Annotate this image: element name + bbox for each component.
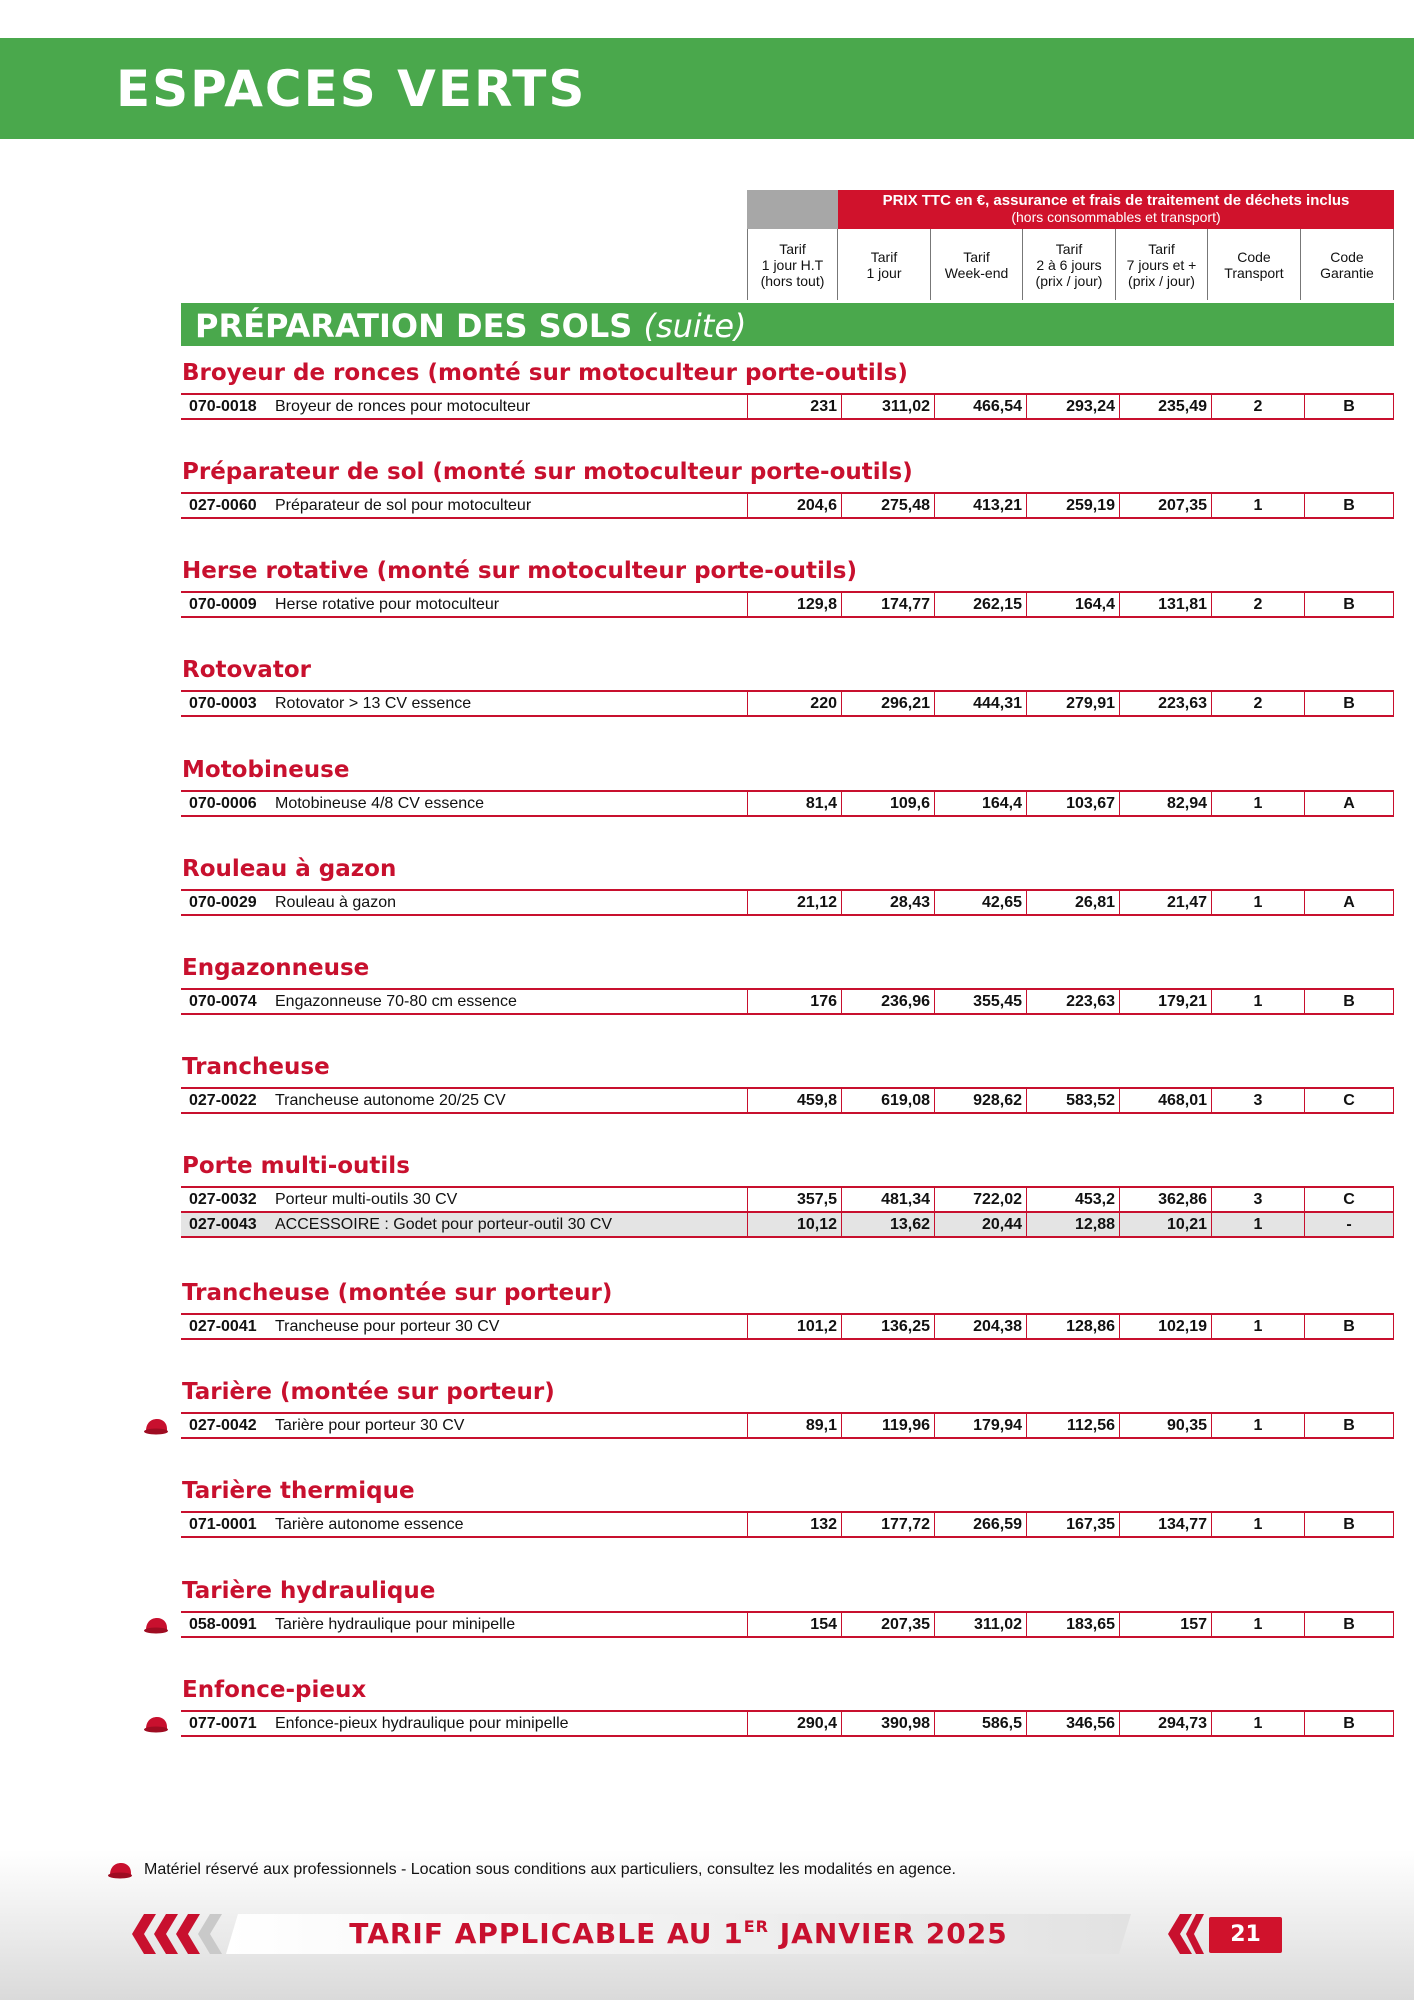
price-header-sub: (hors consommables et transport) xyxy=(1011,209,1221,225)
item-code: 070-0018 xyxy=(189,398,257,415)
price-cell: 10,12 xyxy=(747,1213,841,1236)
item-description: Tarière autonome essence xyxy=(275,1516,464,1533)
price-cell: 89,1 xyxy=(747,1414,841,1437)
category-title: Rouleau à gazon xyxy=(182,856,397,882)
category-title: Trancheuse xyxy=(182,1054,330,1080)
price-cell: 444,31 xyxy=(934,692,1026,715)
price-cell: 128,86 xyxy=(1026,1315,1119,1338)
price-cell: 204,38 xyxy=(934,1315,1026,1338)
price-cell: 129,8 xyxy=(747,593,841,616)
category-title: Broyeur de ronces (monté sur motoculteur porte-outils) xyxy=(182,360,908,386)
price-cell: 174,77 xyxy=(841,593,934,616)
code-cell: B xyxy=(1304,1712,1394,1735)
item-code: 070-0009 xyxy=(189,596,257,613)
price-cell: 311,02 xyxy=(934,1613,1026,1636)
code-cell: C xyxy=(1304,1089,1394,1112)
code-cell: 1 xyxy=(1211,1315,1304,1338)
item-code: 027-0060 xyxy=(189,497,257,514)
hard-hat-icon xyxy=(143,1616,169,1634)
tarif-post: JANVIER 2025 xyxy=(769,1917,1008,1950)
code-cell: 2 xyxy=(1211,692,1304,715)
item-code: 070-0006 xyxy=(189,795,257,812)
price-cell: 109,6 xyxy=(841,792,934,815)
code-cell: 1 xyxy=(1211,1712,1304,1735)
price-cell: 132 xyxy=(747,1513,841,1536)
category-title: Porte multi-outils xyxy=(182,1153,410,1179)
price-cell: 586,5 xyxy=(934,1712,1026,1735)
chevron-left-icon xyxy=(130,1914,226,1954)
price-cell: 179,21 xyxy=(1119,990,1211,1013)
price-cell: 101,2 xyxy=(747,1315,841,1338)
code-cell: 2 xyxy=(1211,593,1304,616)
price-cell: 357,5 xyxy=(747,1188,841,1211)
column-header: Code Garantie xyxy=(1301,229,1394,300)
price-cell: 20,44 xyxy=(934,1213,1026,1236)
price-cell: 223,63 xyxy=(1026,990,1119,1013)
price-cell: 12,88 xyxy=(1026,1213,1119,1236)
code-cell: 1 xyxy=(1211,1414,1304,1437)
category-title: Rotovator xyxy=(182,657,311,683)
price-cell: 293,24 xyxy=(1026,395,1119,418)
table-row xyxy=(181,790,1394,817)
price-cell: 311,02 xyxy=(841,395,934,418)
header-banner xyxy=(0,38,1414,139)
chevron-left-icon xyxy=(1166,1914,1206,1954)
page-number: 21 xyxy=(1209,1917,1282,1953)
item-description: Engazonneuse 70-80 cm essence xyxy=(275,993,517,1010)
price-cell: 26,81 xyxy=(1026,891,1119,914)
table-row xyxy=(181,889,1394,916)
item-code: 027-0032 xyxy=(189,1191,257,1208)
price-cell: 42,65 xyxy=(934,891,1026,914)
item-description: Porteur multi-outils 30 CV xyxy=(275,1191,458,1208)
category-title: Engazonneuse xyxy=(182,955,370,981)
column-header: Tarif Week-end xyxy=(931,229,1023,300)
code-cell: B xyxy=(1304,494,1394,517)
table-row xyxy=(181,1412,1394,1439)
price-cell: 21,47 xyxy=(1119,891,1211,914)
item-description: Rouleau à gazon xyxy=(275,894,396,911)
code-cell: B xyxy=(1304,395,1394,418)
table-row xyxy=(181,1087,1394,1114)
code-cell: C xyxy=(1304,1188,1394,1211)
item-description: Tarière pour porteur 30 CV xyxy=(275,1417,465,1434)
table-row xyxy=(181,1313,1394,1340)
table-row xyxy=(181,492,1394,519)
price-cell: 413,21 xyxy=(934,494,1026,517)
item-description: Préparateur de sol pour motoculteur xyxy=(275,497,532,514)
price-cell: 262,15 xyxy=(934,593,1026,616)
price-cell: 136,25 xyxy=(841,1315,934,1338)
code-cell: B xyxy=(1304,593,1394,616)
section-bar xyxy=(181,303,1394,346)
hard-hat-icon xyxy=(143,1417,169,1435)
table-row xyxy=(181,1611,1394,1638)
code-cell: B xyxy=(1304,1414,1394,1437)
price-grid-header xyxy=(747,190,1394,300)
code-cell: B xyxy=(1304,990,1394,1013)
price-cell: 13,62 xyxy=(841,1213,934,1236)
price-cell: 279,91 xyxy=(1026,692,1119,715)
price-cell: 82,94 xyxy=(1119,792,1211,815)
page-title: ESPACES VERTS xyxy=(116,60,587,118)
item-code: 070-0074 xyxy=(189,993,257,1010)
table-row xyxy=(181,1186,1394,1213)
hard-hat-icon xyxy=(143,1715,169,1733)
price-cell: 459,8 xyxy=(747,1089,841,1112)
column-header: Tarif 1 jour xyxy=(838,229,931,300)
category-title: Préparateur de sol (monté sur motoculteur porte-outils) xyxy=(182,459,913,485)
price-cell: 583,52 xyxy=(1026,1089,1119,1112)
column-header: Tarif 1 jour H.T (hors tout) xyxy=(747,229,838,300)
item-code: 027-0022 xyxy=(189,1092,257,1109)
price-cell: 131,81 xyxy=(1119,593,1211,616)
code-cell: A xyxy=(1304,891,1394,914)
table-row xyxy=(181,1710,1394,1737)
code-cell: 1 xyxy=(1211,990,1304,1013)
price-cell: 176 xyxy=(747,990,841,1013)
price-cell: 355,45 xyxy=(934,990,1026,1013)
price-cell: 207,35 xyxy=(841,1613,934,1636)
price-header-main: PRIX TTC en €, assurance et frais de traitement de déchets inclus xyxy=(882,192,1350,209)
price-cell: 296,21 xyxy=(841,692,934,715)
price-cell: 102,19 xyxy=(1119,1315,1211,1338)
item-code: 027-0042 xyxy=(189,1417,257,1434)
price-cell: 722,02 xyxy=(934,1188,1026,1211)
category-title: Enfonce-pieux xyxy=(182,1677,367,1703)
item-description: Enfonce-pieux hydraulique pour minipelle xyxy=(275,1715,569,1732)
hard-hat-icon xyxy=(107,1861,133,1879)
footnote: Matériel réservé aux professionnels - Location sous conditions aux particuliers, consultez les modalités en agence. xyxy=(144,1861,956,1878)
item-description: Trancheuse pour porteur 30 CV xyxy=(275,1318,500,1335)
code-cell: 1 xyxy=(1211,1213,1304,1236)
price-cell: 183,65 xyxy=(1026,1613,1119,1636)
category-title: Trancheuse (montée sur porteur) xyxy=(182,1280,613,1306)
code-cell: B xyxy=(1304,1315,1394,1338)
item-code: 077-0071 xyxy=(189,1715,257,1732)
column-header: Code Transport xyxy=(1208,229,1301,300)
price-cell: 346,56 xyxy=(1026,1712,1119,1735)
item-code: 058-0091 xyxy=(189,1616,257,1633)
price-cell: 235,49 xyxy=(1119,395,1211,418)
item-description: Tarière hydraulique pour minipelle xyxy=(275,1616,516,1633)
column-header: Tarif 7 jours et + (prix / jour) xyxy=(1116,229,1208,300)
price-cell: 177,72 xyxy=(841,1513,934,1536)
tarif-applicable-label xyxy=(226,1914,1131,1954)
price-cell: 81,4 xyxy=(747,792,841,815)
category-title: Motobineuse xyxy=(182,757,350,783)
price-cell: 231 xyxy=(747,395,841,418)
price-cell: 164,4 xyxy=(1026,593,1119,616)
price-cell: 28,43 xyxy=(841,891,934,914)
item-description: Broyeur de ronces pour motoculteur xyxy=(275,398,531,415)
tarif-pre: TARIF APPLICABLE AU 1 xyxy=(349,1917,744,1950)
price-cell: 266,59 xyxy=(934,1513,1026,1536)
section-title-suffix: (suite) xyxy=(643,307,747,345)
price-cell: 619,08 xyxy=(841,1089,934,1112)
price-cell: 119,96 xyxy=(841,1414,934,1437)
table-row xyxy=(181,1511,1394,1538)
price-cell: 390,98 xyxy=(841,1712,934,1735)
code-cell: 1 xyxy=(1211,494,1304,517)
item-description: ACCESSOIRE : Godet pour porteur-outil 30 CV xyxy=(275,1216,613,1233)
price-cell: 167,35 xyxy=(1026,1513,1119,1536)
price-cell: 453,2 xyxy=(1026,1188,1119,1211)
item-code: 070-0029 xyxy=(189,894,257,911)
price-cell: 134,77 xyxy=(1119,1513,1211,1536)
price-cell: 362,86 xyxy=(1119,1188,1211,1211)
category-title: Herse rotative (monté sur motoculteur porte-outils) xyxy=(182,558,857,584)
table-row xyxy=(181,988,1394,1015)
item-description: Trancheuse autonome 20/25 CV xyxy=(275,1092,506,1109)
price-cell: 103,67 xyxy=(1026,792,1119,815)
code-cell: 1 xyxy=(1211,1513,1304,1536)
price-cell: 468,01 xyxy=(1119,1089,1211,1112)
category-title: Tarière hydraulique xyxy=(182,1578,436,1604)
category-title: Tarière thermique xyxy=(182,1478,415,1504)
price-header-block xyxy=(838,190,1394,229)
table-row xyxy=(181,591,1394,618)
price-cell: 220 xyxy=(747,692,841,715)
price-cell: 10,21 xyxy=(1119,1213,1211,1236)
category-title: Tarière (montée sur porteur) xyxy=(182,1379,555,1405)
table-row xyxy=(181,690,1394,717)
grey-header-block xyxy=(747,190,838,229)
item-description: Rotovator > 13 CV essence xyxy=(275,695,472,712)
price-cell: 204,6 xyxy=(747,494,841,517)
price-cell: 259,19 xyxy=(1026,494,1119,517)
price-cell: 481,34 xyxy=(841,1188,934,1211)
price-cell: 21,12 xyxy=(747,891,841,914)
code-cell: 3 xyxy=(1211,1089,1304,1112)
section-title-text: PRÉPARATION DES SOLS xyxy=(195,307,633,345)
price-cell: 157 xyxy=(1119,1613,1211,1636)
item-code: 027-0043 xyxy=(189,1216,257,1233)
code-cell: 2 xyxy=(1211,395,1304,418)
price-cell: 275,48 xyxy=(841,494,934,517)
table-row xyxy=(181,393,1394,420)
item-description: Motobineuse 4/8 CV essence xyxy=(275,795,485,812)
code-cell: - xyxy=(1304,1213,1394,1236)
code-cell: 1 xyxy=(1211,1613,1304,1636)
price-cell: 90,35 xyxy=(1119,1414,1211,1437)
code-cell: 1 xyxy=(1211,891,1304,914)
section-title xyxy=(195,307,747,345)
code-cell: B xyxy=(1304,692,1394,715)
code-cell: B xyxy=(1304,1513,1394,1536)
item-code: 027-0041 xyxy=(189,1318,257,1335)
item-description: Herse rotative pour motoculteur xyxy=(275,596,500,613)
price-cell: 294,73 xyxy=(1119,1712,1211,1735)
item-code: 071-0001 xyxy=(189,1516,257,1533)
tarif-sup: ER xyxy=(743,1917,769,1936)
price-cell: 236,96 xyxy=(841,990,934,1013)
price-cell: 466,54 xyxy=(934,395,1026,418)
column-header: Tarif 2 à 6 jours (prix / jour) xyxy=(1023,229,1116,300)
price-cell: 112,56 xyxy=(1026,1414,1119,1437)
table-row xyxy=(181,1213,1394,1238)
price-cell: 179,94 xyxy=(934,1414,1026,1437)
price-cell: 207,35 xyxy=(1119,494,1211,517)
price-cell: 290,4 xyxy=(747,1712,841,1735)
item-code: 070-0003 xyxy=(189,695,257,712)
code-cell: 3 xyxy=(1211,1188,1304,1211)
code-cell: B xyxy=(1304,1613,1394,1636)
code-cell: 1 xyxy=(1211,792,1304,815)
code-cell: A xyxy=(1304,792,1394,815)
price-cell: 928,62 xyxy=(934,1089,1026,1112)
price-cell: 164,4 xyxy=(934,792,1026,815)
price-cell: 154 xyxy=(747,1613,841,1636)
price-cell: 223,63 xyxy=(1119,692,1211,715)
